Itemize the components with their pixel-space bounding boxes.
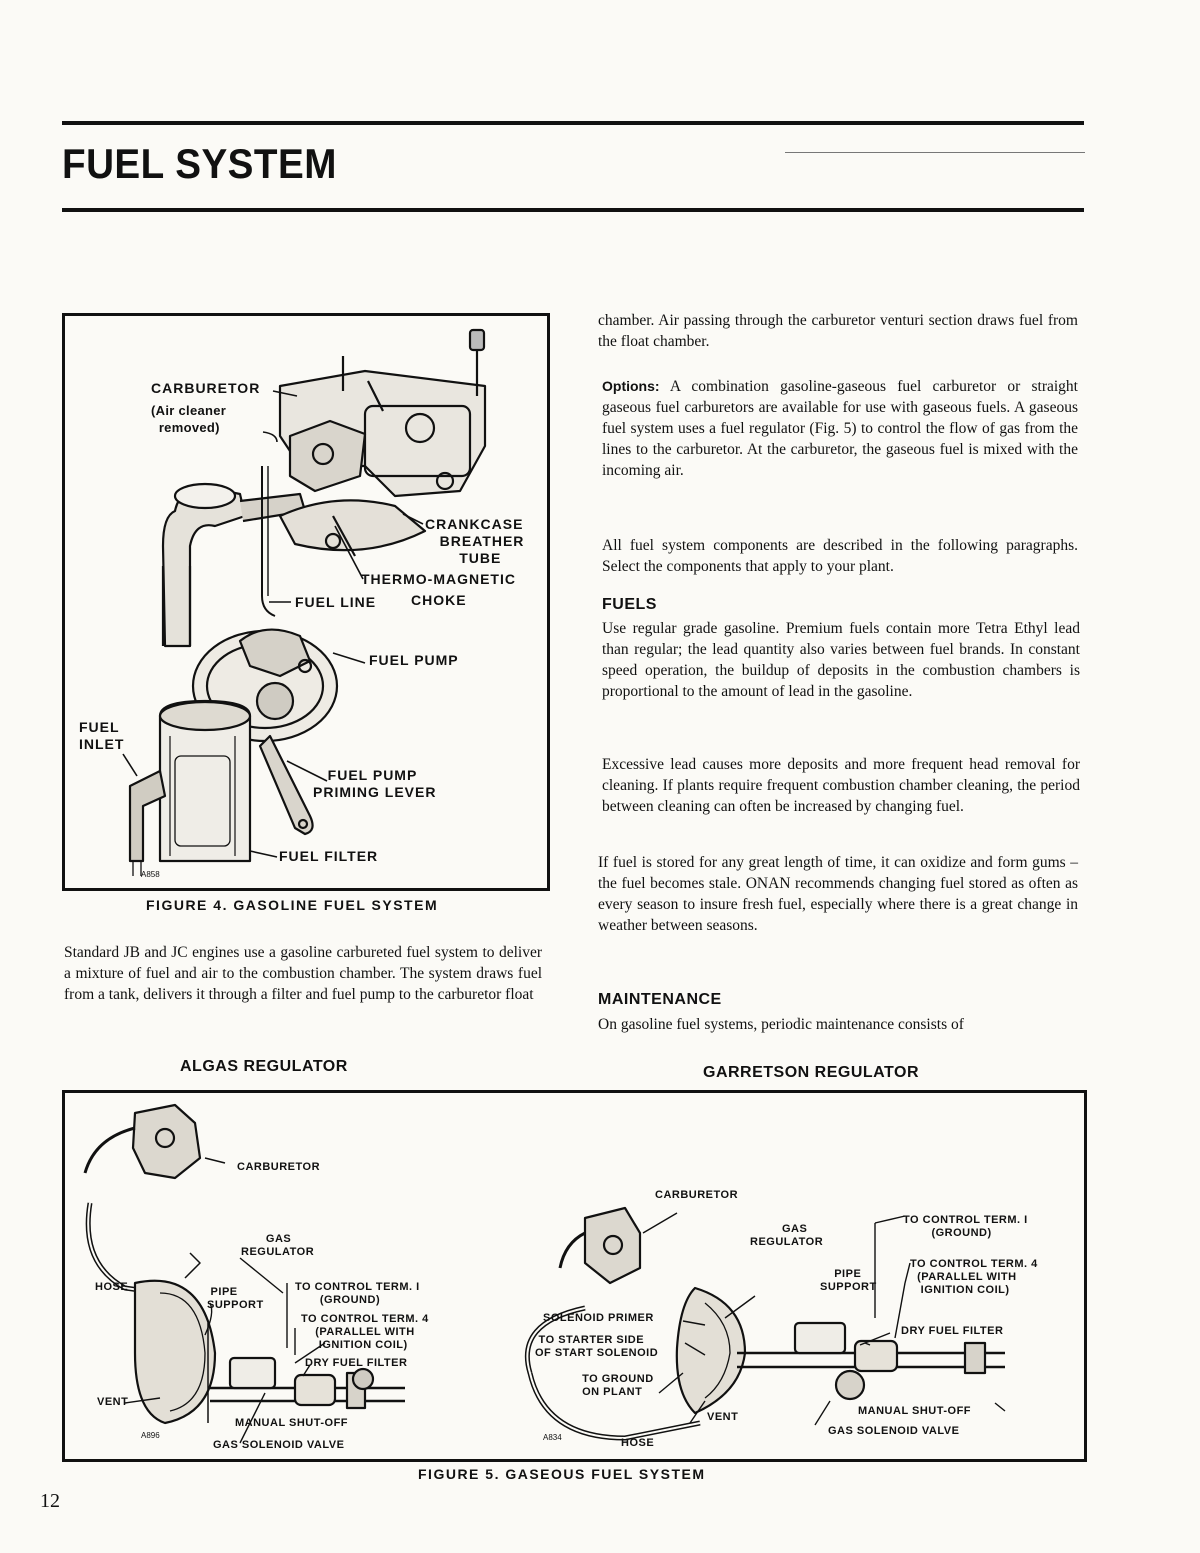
garretson-label-solenoid-primer: SOLENOID PRIMER xyxy=(543,1312,654,1324)
algas-label-control-term-1: TO CONTROL TERM. I (GROUND) xyxy=(295,1281,420,1306)
page-title: FUEL SYSTEM xyxy=(62,140,337,187)
label-carburetor: CARBURETOR xyxy=(151,380,261,396)
label-fuel-pump-priming-lever: FUEL PUMP PRIMING LEVER xyxy=(313,767,437,800)
components-paragraph: All fuel system components are described in the following paragraphs. Select the components that apply to your plant. xyxy=(602,537,1078,575)
figure-4-caption: FIGURE 4. GASOLINE FUEL SYSTEM xyxy=(146,897,439,913)
label-fuel-filter: FUEL FILTER xyxy=(279,848,379,864)
algas-label-hose: HOSE xyxy=(95,1281,129,1293)
fuels-paragraph-2: Excessive lead causes more deposits and more frequent head removal for cleaning. If plants require frequent combustion chamber cleaning, the period between cleaning can often be increased by changing fuel. xyxy=(602,756,1080,815)
label-air-cleaner: (Air cleaner removed) xyxy=(151,403,227,435)
label-crankcase-breather-tube: CRANKCASE BREATHER TUBE xyxy=(425,516,525,566)
garretson-label-control-term-4: TO CONTROL TERM. 4 (PARALLEL WITH IGNITION COIL) xyxy=(910,1258,1038,1296)
algas-label-vent: VENT xyxy=(97,1396,129,1408)
label-fuel-inlet: FUEL INLET xyxy=(79,719,125,752)
garretson-label-starter-side: TO STARTER SIDE OF START SOLENOID xyxy=(535,1334,659,1359)
intro-paragraph: Standard JB and JC engines use a gasoline carbureted fuel system to deliver a mixture of fuel and air to the combustion chamber. The system draws fuel from a tank, delivers it through a filter and fuel pump to the carburetor float xyxy=(64,944,542,1003)
header-bottom-rule xyxy=(62,208,1084,212)
page-number: 12 xyxy=(40,1490,60,1512)
garretson-label-ground-on-plant: TO GROUND ON PLANT xyxy=(582,1373,654,1398)
algas-figure-code: A896 xyxy=(141,1431,160,1440)
label-fuel-line: FUEL LINE xyxy=(295,594,377,610)
garretson-label-pipe-support: PIPE SUPPORT xyxy=(820,1268,877,1293)
options-paragraph xyxy=(602,376,1078,481)
label-thermo-magnetic: THERMO-MAGNETIC xyxy=(361,571,516,587)
garretson-label-vent: VENT xyxy=(707,1411,739,1423)
garretson-label-gas-regulator: GAS REGULATOR xyxy=(750,1223,824,1248)
algas-label-manual-shutoff: MANUAL SHUT-OFF xyxy=(235,1417,349,1429)
figure-5-caption: FIGURE 5. GASEOUS FUEL SYSTEM xyxy=(418,1466,706,1482)
header-thin-rule xyxy=(785,152,1085,153)
garretson-figure-code: A834 xyxy=(543,1433,562,1442)
label-fuel-pump: FUEL PUMP xyxy=(369,652,459,668)
garretson-label-carburetor: CARBURETOR xyxy=(655,1189,739,1201)
algas-label-gas-regulator: GAS REGULATOR xyxy=(241,1233,315,1258)
figure-4-code: A858 xyxy=(141,870,160,879)
algas-label-pipe-support: PIPE SUPPORT xyxy=(207,1286,264,1311)
garretson-label-dry-fuel-filter: DRY FUEL FILTER xyxy=(901,1325,1004,1337)
algas-label-control-term-4: TO CONTROL TERM. 4 (PARALLEL WITH IGNITION COIL) xyxy=(301,1313,429,1351)
header-top-rule xyxy=(62,121,1084,125)
algas-label-carburetor: CARBURETOR xyxy=(237,1161,321,1173)
options-text: A combination gasoline-gaseous fuel carburetor or straight gaseous fuel carburetors are available for use with gaseous fuels. A gaseous fuel system uses a fuel regulator (Fig. 5) to control the flow of gas from the lines to the carburetor. At the carburetor, the gaseous fuel is mixed with the incoming air. xyxy=(602,378,1078,479)
garretson-label-control-term-1: TO CONTROL TERM. I (GROUND) xyxy=(903,1214,1028,1239)
algas-label-gas-solenoid-valve: GAS SOLENOID VALVE xyxy=(213,1439,345,1451)
algas-label-dry-fuel-filter: DRY FUEL FILTER xyxy=(305,1357,408,1369)
fuels-paragraph-3: If fuel is stored for any great length of time, it can oxidize and form gums – the fuel becomes stale. ONAN recommends changing fuel stored as often as every season to insure fresh fuel, especially where there is a great change in weather between seasons. xyxy=(598,854,1078,934)
options-heading: Options: xyxy=(602,378,660,394)
garretson-regulator-title: GARRETSON REGULATOR xyxy=(703,1064,920,1081)
maintenance-heading: MAINTENANCE xyxy=(598,991,722,1008)
maintenance-paragraph: On gasoline fuel systems, periodic maintenance consists of xyxy=(598,1016,964,1033)
figure-5-box xyxy=(62,1090,1087,1462)
algas-regulator-title: ALGAS REGULATOR xyxy=(180,1058,348,1075)
figure-4-box xyxy=(62,313,550,891)
carburetor-paragraph: chamber. Air passing through the carburetor venturi section draws fuel from the float chamber. xyxy=(598,312,1078,350)
garretson-label-hose: HOSE xyxy=(621,1437,655,1449)
fuels-paragraph-1: Use regular grade gasoline. Premium fuels contain more Tetra Ethyl lead than regular; the lead quantity also varies between fuel brands. In constant speed operation, the buildup of deposits in the combustion chambers is proportional to the amount of lead in the gasoline. xyxy=(602,620,1080,700)
fuels-heading: FUELS xyxy=(602,596,657,613)
label-choke: CHOKE xyxy=(411,592,467,608)
garretson-label-manual-shutoff: MANUAL SHUT-OFF xyxy=(858,1405,972,1417)
garretson-label-gas-solenoid-valve: GAS SOLENOID VALVE xyxy=(828,1425,960,1437)
